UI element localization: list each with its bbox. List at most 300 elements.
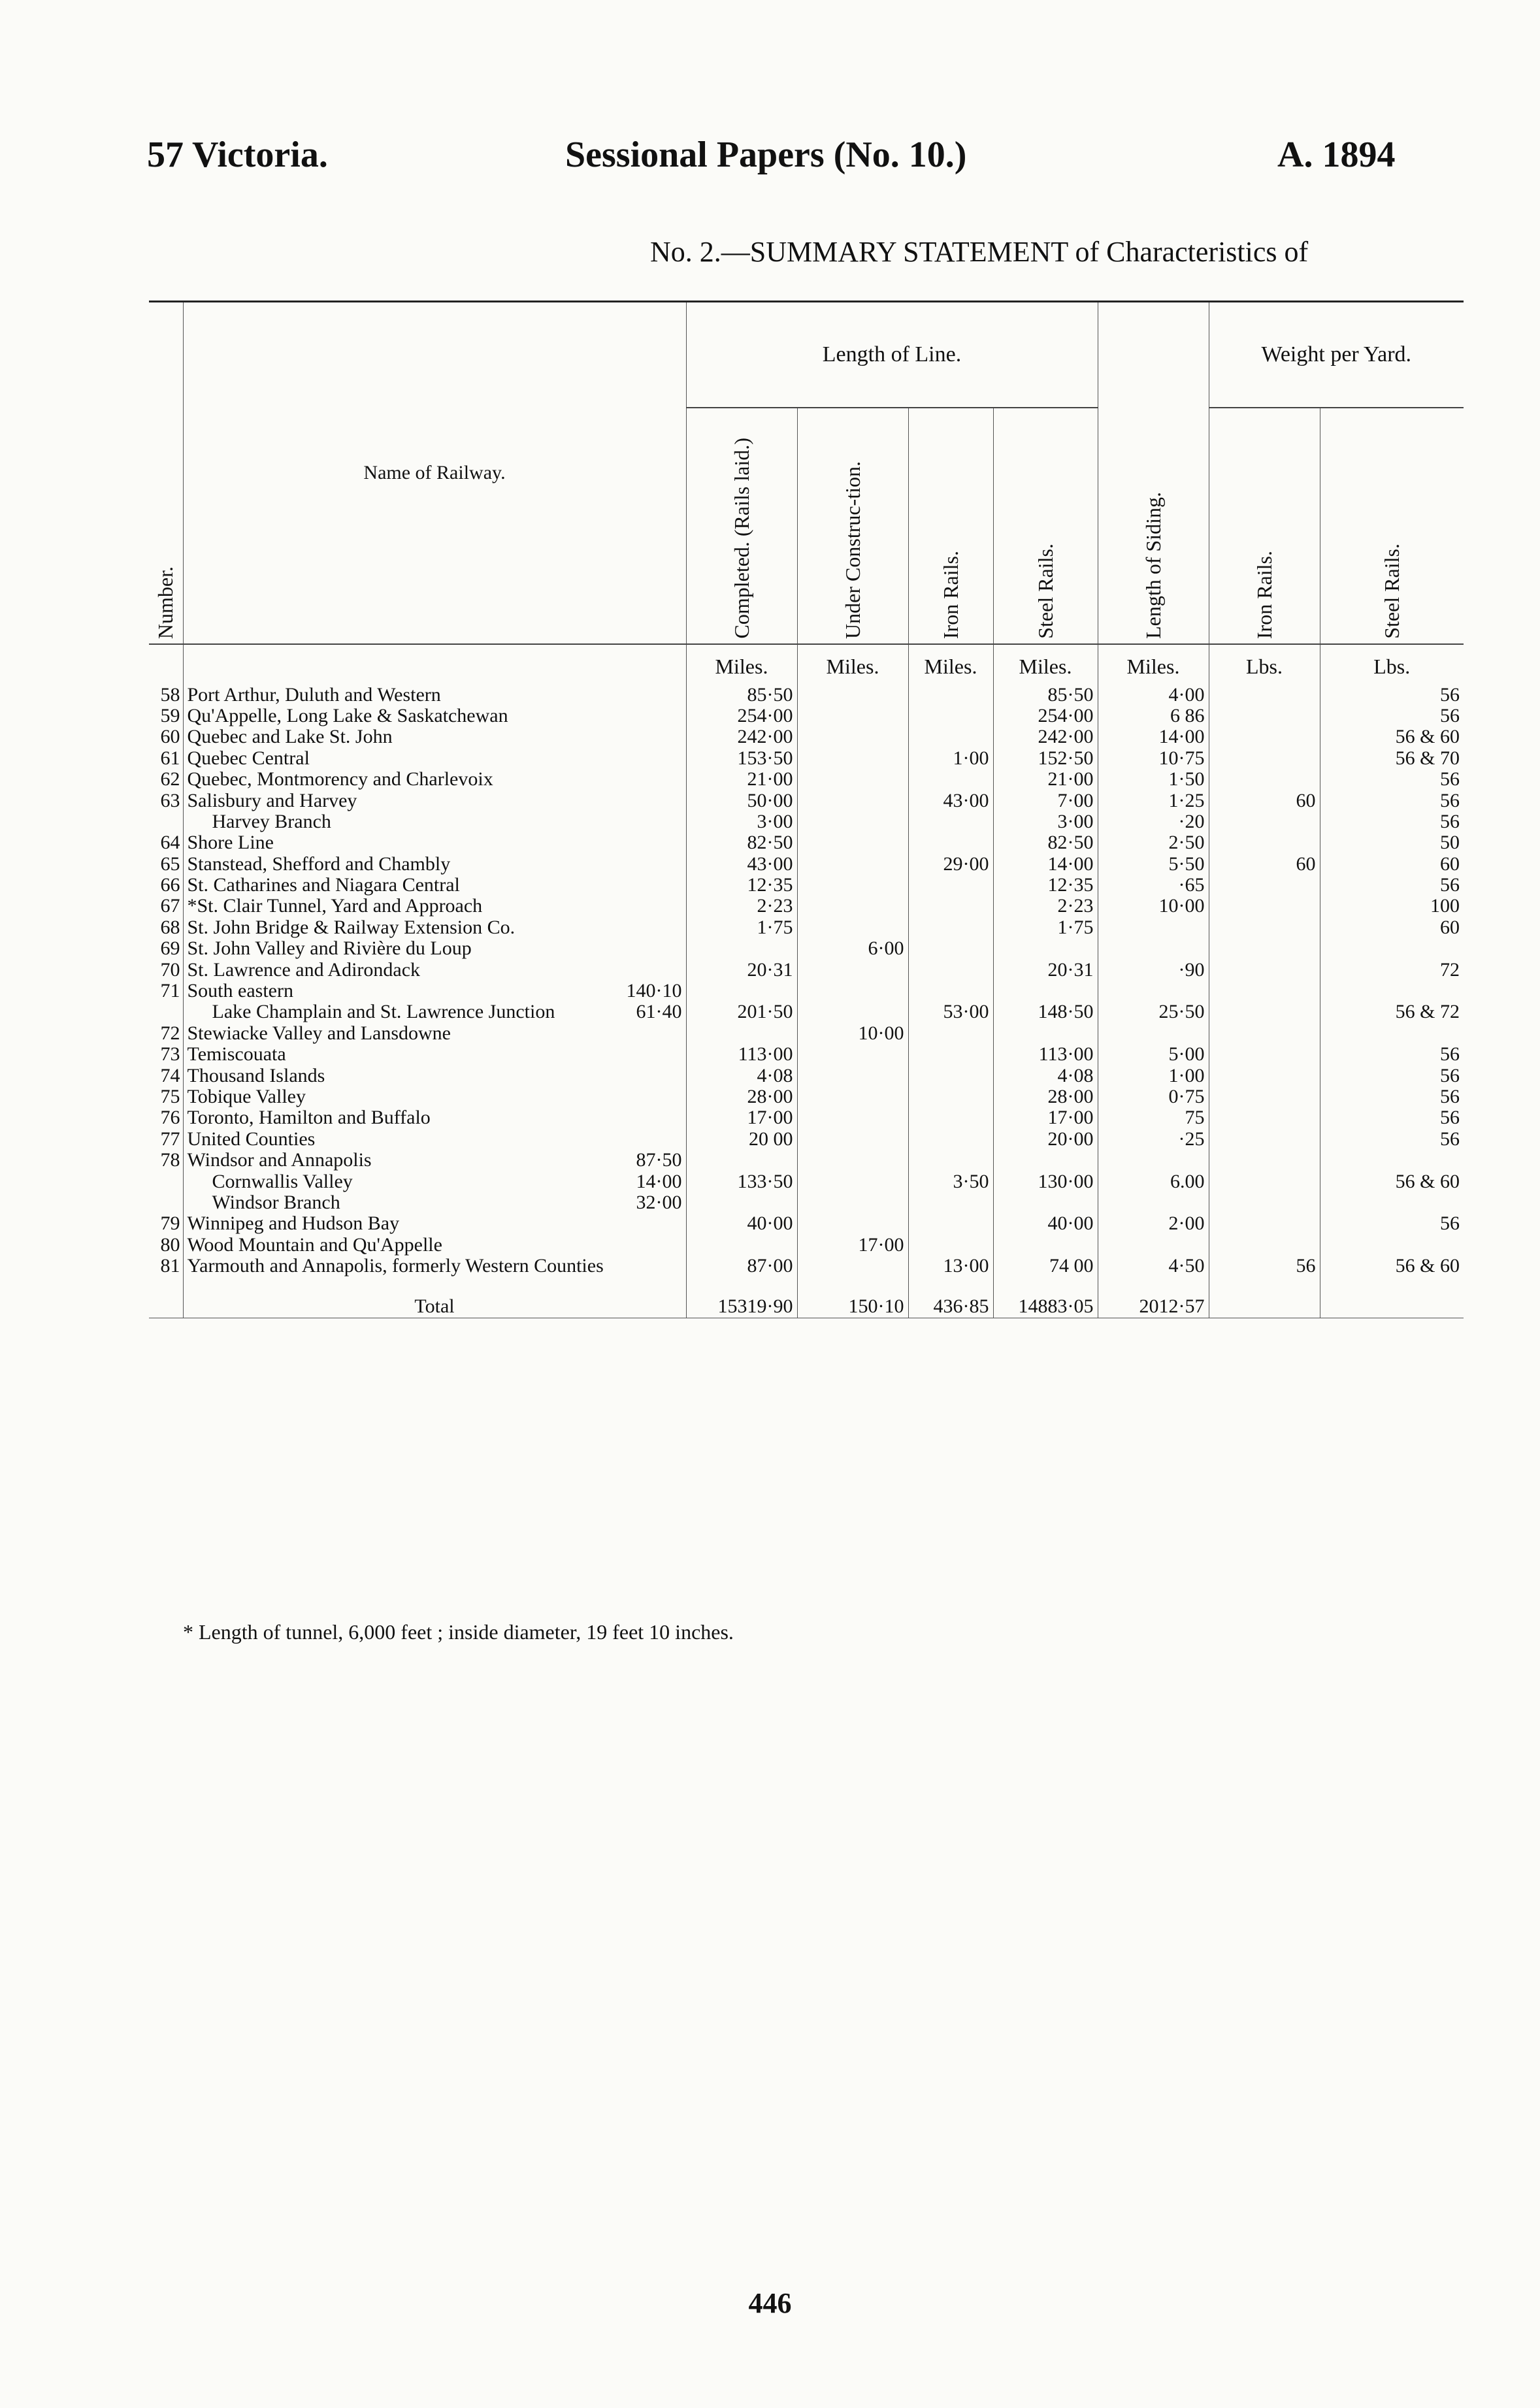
row-number: 69 xyxy=(160,937,180,960)
railway-name: St. John Bridge & Railway Extension Co. xyxy=(187,916,516,938)
weight-iron-cell xyxy=(1209,811,1320,832)
table-row xyxy=(149,854,1464,875)
weight-steel-cell: 56 xyxy=(1320,1213,1464,1234)
under-construction-cell xyxy=(797,854,908,875)
weight-steel-cell: 100 xyxy=(1320,896,1464,917)
col-under-construction-header: Under Construc-tion. xyxy=(797,408,908,644)
section-length: 87·50 xyxy=(636,1149,682,1171)
weight-steel-cell: 56 xyxy=(1320,685,1464,706)
completed-cell: 82·50 xyxy=(686,832,797,853)
table-row xyxy=(149,769,1464,790)
completed-cell: 40·00 xyxy=(686,1213,797,1234)
under-construction-cell xyxy=(797,1107,908,1128)
table-row xyxy=(149,960,1464,981)
table-row xyxy=(149,706,1464,726)
under-construction-cell xyxy=(797,1213,908,1234)
weight-steel-cell xyxy=(1320,1192,1464,1213)
total-steel-cell: 14883·05 xyxy=(993,1277,1098,1318)
table-row xyxy=(149,1150,1464,1171)
railway-name: Qu'Appelle, Long Lake & Saskatchewan xyxy=(187,704,508,726)
under-construction-cell xyxy=(797,811,908,832)
siding-cell xyxy=(1098,981,1209,1001)
steel-rails-cell: 4·08 xyxy=(993,1066,1098,1086)
steel-rails-cell: 3·00 xyxy=(993,811,1098,832)
weight-steel-cell: 56 & 60 xyxy=(1320,1171,1464,1192)
railway-name-cell xyxy=(183,1086,686,1107)
railway-name: Quebec and Lake St. John xyxy=(187,726,393,748)
railway-name: Cornwallis Valley xyxy=(212,1170,353,1192)
weight-iron-cell xyxy=(1209,1171,1320,1192)
section-length: 140·10 xyxy=(626,980,682,1002)
railway-name: Wood Mountain and Qu'Appelle xyxy=(187,1233,442,1256)
railway-name: Tobique Valley xyxy=(187,1085,306,1107)
weight-iron-cell xyxy=(1209,1107,1320,1128)
table-row xyxy=(149,1235,1464,1256)
weight-iron-cell xyxy=(1209,748,1320,769)
row-number: 59 xyxy=(160,704,180,726)
total-row xyxy=(149,1277,1464,1318)
railway-name-cell xyxy=(183,1129,686,1150)
section-length: 61·40 xyxy=(636,1001,682,1023)
row-number xyxy=(149,811,183,832)
railway-name: Shore Line xyxy=(187,832,274,854)
weight-steel-cell: 56 & 60 xyxy=(1320,726,1464,747)
units-row xyxy=(149,644,1464,685)
col-completed-header: Completed. (Rails laid.) xyxy=(686,408,797,644)
row-number: 75 xyxy=(160,1085,180,1107)
table-title: No. 2.—SUMMARY STATEMENT of Characteristics of xyxy=(650,236,1309,268)
railway-name: *St. Clair Tunnel, Yard and Approach xyxy=(187,895,483,917)
iron-rails-cell xyxy=(908,1235,993,1256)
weight-iron-cell xyxy=(1209,685,1320,706)
railway-name-cell xyxy=(183,1107,686,1128)
iron-rails-cell xyxy=(908,1066,993,1086)
siding-cell xyxy=(1098,1023,1209,1044)
row-number: 72 xyxy=(160,1022,180,1044)
under-construction-cell xyxy=(797,1150,908,1171)
under-construction-cell xyxy=(797,1044,908,1065)
total-completed-cell: 15319·90 xyxy=(686,1277,797,1318)
railway-name: Quebec, Montmorency and Charlevoix xyxy=(187,768,493,790)
table-row xyxy=(149,981,1464,1001)
railway-name-cell xyxy=(183,1023,686,1044)
under-construction-cell: 17·00 xyxy=(797,1235,908,1256)
weight-steel-cell xyxy=(1320,938,1464,959)
completed-cell: 20 00 xyxy=(686,1129,797,1150)
railway-name: Windsor and Annapolis xyxy=(187,1149,372,1171)
table-row xyxy=(149,1256,1464,1277)
iron-rails-cell xyxy=(908,769,993,790)
steel-rails-cell xyxy=(993,1150,1098,1171)
weight-iron-cell xyxy=(1209,1192,1320,1213)
steel-rails-cell xyxy=(993,1023,1098,1044)
weight-iron-cell: 60 xyxy=(1209,790,1320,811)
page-number: 446 xyxy=(748,2287,792,2319)
under-construction-cell xyxy=(797,706,908,726)
steel-rails-cell: 2·23 xyxy=(993,896,1098,917)
siding-cell xyxy=(1098,917,1209,938)
steel-rails-cell: 152·50 xyxy=(993,748,1098,769)
steel-rails-cell xyxy=(993,938,1098,959)
iron-rails-cell xyxy=(908,960,993,981)
table-row xyxy=(149,1086,1464,1107)
weight-iron-cell xyxy=(1209,1213,1320,1234)
railway-name: St. John Valley and Rivière du Loup xyxy=(187,937,472,960)
completed-cell: 1·75 xyxy=(686,917,797,938)
table-row xyxy=(149,1023,1464,1044)
railway-name-cell xyxy=(183,1171,686,1192)
completed-cell: 85·50 xyxy=(686,685,797,706)
table-row xyxy=(149,726,1464,747)
iron-rails-cell xyxy=(908,875,993,896)
railway-name-cell xyxy=(183,854,686,875)
row-number: 73 xyxy=(160,1043,180,1066)
siding-cell: 1·25 xyxy=(1098,790,1209,811)
steel-rails-cell: 14·00 xyxy=(993,854,1098,875)
steel-rails-cell xyxy=(993,1235,1098,1256)
railway-name-cell xyxy=(183,706,686,726)
under-construction-cell: 10·00 xyxy=(797,1023,908,1044)
table-row xyxy=(149,1107,1464,1128)
railway-name: Lake Champlain and St. Lawrence Junction xyxy=(212,1001,555,1023)
table-row xyxy=(149,685,1464,706)
weight-steel-cell: 56 xyxy=(1320,706,1464,726)
siding-cell: ·90 xyxy=(1098,960,1209,981)
unit-label: Lbs. xyxy=(1209,644,1320,685)
weight-iron-cell: 60 xyxy=(1209,854,1320,875)
unit-label: Miles. xyxy=(908,644,993,685)
steel-rails-cell: 17·00 xyxy=(993,1107,1098,1128)
iron-rails-cell xyxy=(908,1086,993,1107)
iron-rails-cell xyxy=(908,1107,993,1128)
weight-steel-cell xyxy=(1320,981,1464,1001)
row-number: 62 xyxy=(160,768,180,790)
unit-label: Miles. xyxy=(1098,644,1209,685)
weight-steel-cell: 56 & 60 xyxy=(1320,1256,1464,1277)
weight-iron-cell xyxy=(1209,1023,1320,1044)
iron-rails-cell: 13·00 xyxy=(908,1256,993,1277)
siding-cell: 10·00 xyxy=(1098,896,1209,917)
weight-steel-cell: 56 & 70 xyxy=(1320,748,1464,769)
steel-rails-cell: 148·50 xyxy=(993,1001,1098,1022)
iron-rails-cell: 53·00 xyxy=(908,1001,993,1022)
railway-name: United Counties xyxy=(187,1128,316,1150)
iron-rails-cell xyxy=(908,917,993,938)
iron-rails-cell xyxy=(908,685,993,706)
railway-name: St. Lawrence and Adirondack xyxy=(187,958,421,981)
steel-rails-cell: 1·75 xyxy=(993,917,1098,938)
weight-iron-cell xyxy=(1209,769,1320,790)
col-iron-rails-header: Iron Rails. xyxy=(908,408,993,644)
railway-name: Stewiacke Valley and Lansdowne xyxy=(187,1022,451,1044)
weight-iron-cell xyxy=(1209,1129,1320,1150)
weight-steel-cell xyxy=(1320,1235,1464,1256)
table-row xyxy=(149,811,1464,832)
weight-steel-cell: 56 xyxy=(1320,1086,1464,1107)
row-number: 78 xyxy=(160,1149,180,1171)
weight-steel-cell: 60 xyxy=(1320,917,1464,938)
weight-iron-cell xyxy=(1209,1235,1320,1256)
iron-rails-cell xyxy=(908,1150,993,1171)
weight-iron-cell xyxy=(1209,875,1320,896)
row-number: 79 xyxy=(160,1212,180,1235)
weight-steel-cell xyxy=(1320,1023,1464,1044)
steel-rails-cell: 21·00 xyxy=(993,769,1098,790)
unit-label: Miles. xyxy=(797,644,908,685)
siding-cell: 4·50 xyxy=(1098,1256,1209,1277)
steel-rails-cell: 254·00 xyxy=(993,706,1098,726)
weight-steel-cell: 72 xyxy=(1320,960,1464,981)
siding-cell: 6 86 xyxy=(1098,706,1209,726)
steel-rails-cell: 82·50 xyxy=(993,832,1098,853)
iron-rails-cell xyxy=(908,1044,993,1065)
siding-cell: 25·50 xyxy=(1098,1001,1209,1022)
page-header-right: A. 1894 xyxy=(1277,135,1396,175)
railway-name: Stanstead, Shefford and Chambly xyxy=(187,853,451,875)
row-number: 60 xyxy=(160,726,180,748)
total-siding-cell: 2012·57 xyxy=(1098,1277,1209,1318)
siding-cell: 10·75 xyxy=(1098,748,1209,769)
under-construction-cell xyxy=(797,1192,908,1213)
completed-cell: 17·00 xyxy=(686,1107,797,1128)
footnote: * Length of tunnel, 6,000 feet ; inside diameter, 19 feet 10 inches. xyxy=(183,1620,734,1644)
completed-cell: 201·50 xyxy=(686,1001,797,1022)
length-of-line-group-header: Length of Line. xyxy=(686,302,1098,408)
railway-name-cell xyxy=(183,1150,686,1171)
railway-name-cell xyxy=(183,832,686,853)
siding-cell: 2·00 xyxy=(1098,1213,1209,1234)
completed-cell xyxy=(686,1023,797,1044)
unit-label: Lbs. xyxy=(1320,644,1464,685)
row-number: 67 xyxy=(160,895,180,917)
under-construction-cell xyxy=(797,981,908,1001)
railway-name-cell xyxy=(183,790,686,811)
railway-name-cell xyxy=(183,1066,686,1086)
steel-rails-cell: 242·00 xyxy=(993,726,1098,747)
railway-name-cell xyxy=(183,769,686,790)
siding-cell xyxy=(1098,1235,1209,1256)
completed-cell: 21·00 xyxy=(686,769,797,790)
siding-cell xyxy=(1098,938,1209,959)
completed-cell xyxy=(686,1150,797,1171)
table-row xyxy=(149,748,1464,769)
weight-iron-cell xyxy=(1209,832,1320,853)
section-length: 32·00 xyxy=(636,1191,682,1213)
under-construction-cell xyxy=(797,1066,908,1086)
iron-rails-cell: 43·00 xyxy=(908,790,993,811)
iron-rails-cell xyxy=(908,706,993,726)
under-construction-cell xyxy=(797,917,908,938)
railway-name-cell xyxy=(183,896,686,917)
steel-rails-cell xyxy=(993,981,1098,1001)
under-construction-cell xyxy=(797,748,908,769)
siding-cell xyxy=(1098,1192,1209,1213)
col-weight-steel-header: Steel Rails. xyxy=(1320,408,1464,644)
iron-rails-cell xyxy=(908,1192,993,1213)
total-under-cell: 150·10 xyxy=(797,1277,908,1318)
unit-label: Miles. xyxy=(993,644,1098,685)
railway-name: South eastern xyxy=(187,980,293,1002)
railway-summary-table xyxy=(149,301,1464,1318)
siding-cell: 6.00 xyxy=(1098,1171,1209,1192)
railway-name-cell xyxy=(183,917,686,938)
under-construction-cell xyxy=(797,1256,908,1277)
col-steel-rails-header: Steel Rails. xyxy=(993,408,1098,644)
railway-name: Harvey Branch xyxy=(212,810,331,832)
railway-name: Quebec Central xyxy=(187,747,310,769)
under-construction-cell: 6·00 xyxy=(797,938,908,959)
weight-iron-cell xyxy=(1209,960,1320,981)
under-construction-cell xyxy=(797,1086,908,1107)
under-construction-cell xyxy=(797,896,908,917)
table-row xyxy=(149,1066,1464,1086)
under-construction-cell xyxy=(797,1171,908,1192)
iron-rails-cell xyxy=(908,832,993,853)
row-number: 66 xyxy=(160,874,180,896)
weight-steel-cell: 56 xyxy=(1320,875,1464,896)
total-row-spacer xyxy=(149,1277,183,1318)
siding-cell: 5·50 xyxy=(1098,854,1209,875)
completed-cell: 254·00 xyxy=(686,706,797,726)
weight-iron-cell xyxy=(1209,706,1320,726)
unit-label: Miles. xyxy=(686,644,797,685)
completed-cell: 2·23 xyxy=(686,896,797,917)
under-construction-cell xyxy=(797,685,908,706)
table-row xyxy=(149,938,1464,959)
under-construction-cell xyxy=(797,832,908,853)
railway-name-cell xyxy=(183,1256,686,1277)
table-row xyxy=(149,1213,1464,1234)
steel-rails-cell: 7·00 xyxy=(993,790,1098,811)
steel-rails-cell: 40·00 xyxy=(993,1213,1098,1234)
weight-iron-cell xyxy=(1209,1150,1320,1171)
iron-rails-cell xyxy=(908,811,993,832)
steel-rails-cell: 130·00 xyxy=(993,1171,1098,1192)
row-number: 80 xyxy=(160,1233,180,1256)
siding-cell: 2·50 xyxy=(1098,832,1209,853)
table-row xyxy=(149,875,1464,896)
row-number: 64 xyxy=(160,832,180,854)
siding-cell: 75 xyxy=(1098,1107,1209,1128)
railway-name-cell xyxy=(183,1044,686,1065)
table-row xyxy=(149,832,1464,853)
iron-rails-cell: 29·00 xyxy=(908,854,993,875)
weight-iron-cell xyxy=(1209,896,1320,917)
weight-steel-cell: 56 xyxy=(1320,811,1464,832)
row-number: 76 xyxy=(160,1107,180,1129)
siding-cell: 14·00 xyxy=(1098,726,1209,747)
col-siding-header: Length of Siding. xyxy=(1098,302,1209,645)
row-number: 61 xyxy=(160,747,180,769)
railway-name-cell xyxy=(183,1192,686,1213)
railway-name-cell xyxy=(183,748,686,769)
page-header-left: 57 Victoria. xyxy=(147,135,328,175)
row-number: 71 xyxy=(160,980,180,1002)
completed-cell: 28·00 xyxy=(686,1086,797,1107)
weight-iron-cell xyxy=(1209,1044,1320,1065)
weight-steel-cell xyxy=(1320,1150,1464,1171)
siding-cell: 1·00 xyxy=(1098,1066,1209,1086)
iron-rails-cell xyxy=(908,896,993,917)
completed-cell: 20·31 xyxy=(686,960,797,981)
total-w_iron-cell xyxy=(1209,1277,1320,1318)
row-number: 68 xyxy=(160,916,180,938)
steel-rails-cell: 20·00 xyxy=(993,1129,1098,1150)
completed-cell: 43·00 xyxy=(686,854,797,875)
row-number: 70 xyxy=(160,958,180,981)
under-construction-cell xyxy=(797,1001,908,1022)
table-row xyxy=(149,1192,1464,1213)
completed-cell: 50·00 xyxy=(686,790,797,811)
section-length: 14·00 xyxy=(636,1170,682,1192)
siding-cell: 1·50 xyxy=(1098,769,1209,790)
weight-iron-cell xyxy=(1209,917,1320,938)
railway-name-cell xyxy=(183,685,686,706)
table-row xyxy=(149,896,1464,917)
railway-name-cell xyxy=(183,981,686,1001)
under-construction-cell xyxy=(797,726,908,747)
iron-rails-cell xyxy=(908,981,993,1001)
siding-cell: 4·00 xyxy=(1098,685,1209,706)
weight-steel-cell: 50 xyxy=(1320,832,1464,853)
steel-rails-cell: 28·00 xyxy=(993,1086,1098,1107)
row-number: 58 xyxy=(160,683,180,706)
railway-name: Temiscouata xyxy=(187,1043,286,1066)
weight-steel-cell: 56 xyxy=(1320,1066,1464,1086)
railway-name: Yarmouth and Annapolis, formerly Western Counties xyxy=(187,1255,604,1277)
completed-cell: 3·00 xyxy=(686,811,797,832)
weight-iron-cell xyxy=(1209,938,1320,959)
railway-name-cell xyxy=(183,811,686,832)
siding-cell: ·65 xyxy=(1098,875,1209,896)
steel-rails-cell: 12·35 xyxy=(993,875,1098,896)
weight-steel-cell: 56 xyxy=(1320,790,1464,811)
weight-per-yard-group-header: Weight per Yard. xyxy=(1209,302,1464,408)
railway-name-cell xyxy=(183,1001,686,1022)
weight-steel-cell: 56 xyxy=(1320,769,1464,790)
under-construction-cell xyxy=(797,1129,908,1150)
row-number xyxy=(149,1192,183,1213)
weight-steel-cell: 56 xyxy=(1320,1107,1464,1128)
table-row xyxy=(149,1171,1464,1192)
weight-steel-cell: 60 xyxy=(1320,854,1464,875)
siding-cell: 5·00 xyxy=(1098,1044,1209,1065)
total-label: Total xyxy=(183,1277,686,1318)
table-row xyxy=(149,1001,1464,1022)
table-row xyxy=(149,1044,1464,1065)
row-number xyxy=(149,1001,183,1022)
col-number-header: Number. xyxy=(149,302,183,645)
weight-iron-cell xyxy=(1209,1086,1320,1107)
completed-cell xyxy=(686,1192,797,1213)
row-number: 77 xyxy=(160,1128,180,1150)
under-construction-cell xyxy=(797,875,908,896)
page-header-center: Sessional Papers (No. 10.) xyxy=(565,135,967,175)
total-w_steel-cell xyxy=(1320,1277,1464,1318)
weight-steel-cell: 56 & 72 xyxy=(1320,1001,1464,1022)
under-construction-cell xyxy=(797,960,908,981)
siding-cell: 0·75 xyxy=(1098,1086,1209,1107)
steel-rails-cell: 113·00 xyxy=(993,1044,1098,1065)
row-number xyxy=(149,1171,183,1192)
row-number: 74 xyxy=(160,1064,180,1086)
weight-iron-cell xyxy=(1209,1001,1320,1022)
weight-iron-cell: 56 xyxy=(1209,1256,1320,1277)
iron-rails-cell xyxy=(908,1129,993,1150)
total-iron-cell: 436·85 xyxy=(908,1277,993,1318)
siding-cell: ·20 xyxy=(1098,811,1209,832)
completed-cell: 242·00 xyxy=(686,726,797,747)
